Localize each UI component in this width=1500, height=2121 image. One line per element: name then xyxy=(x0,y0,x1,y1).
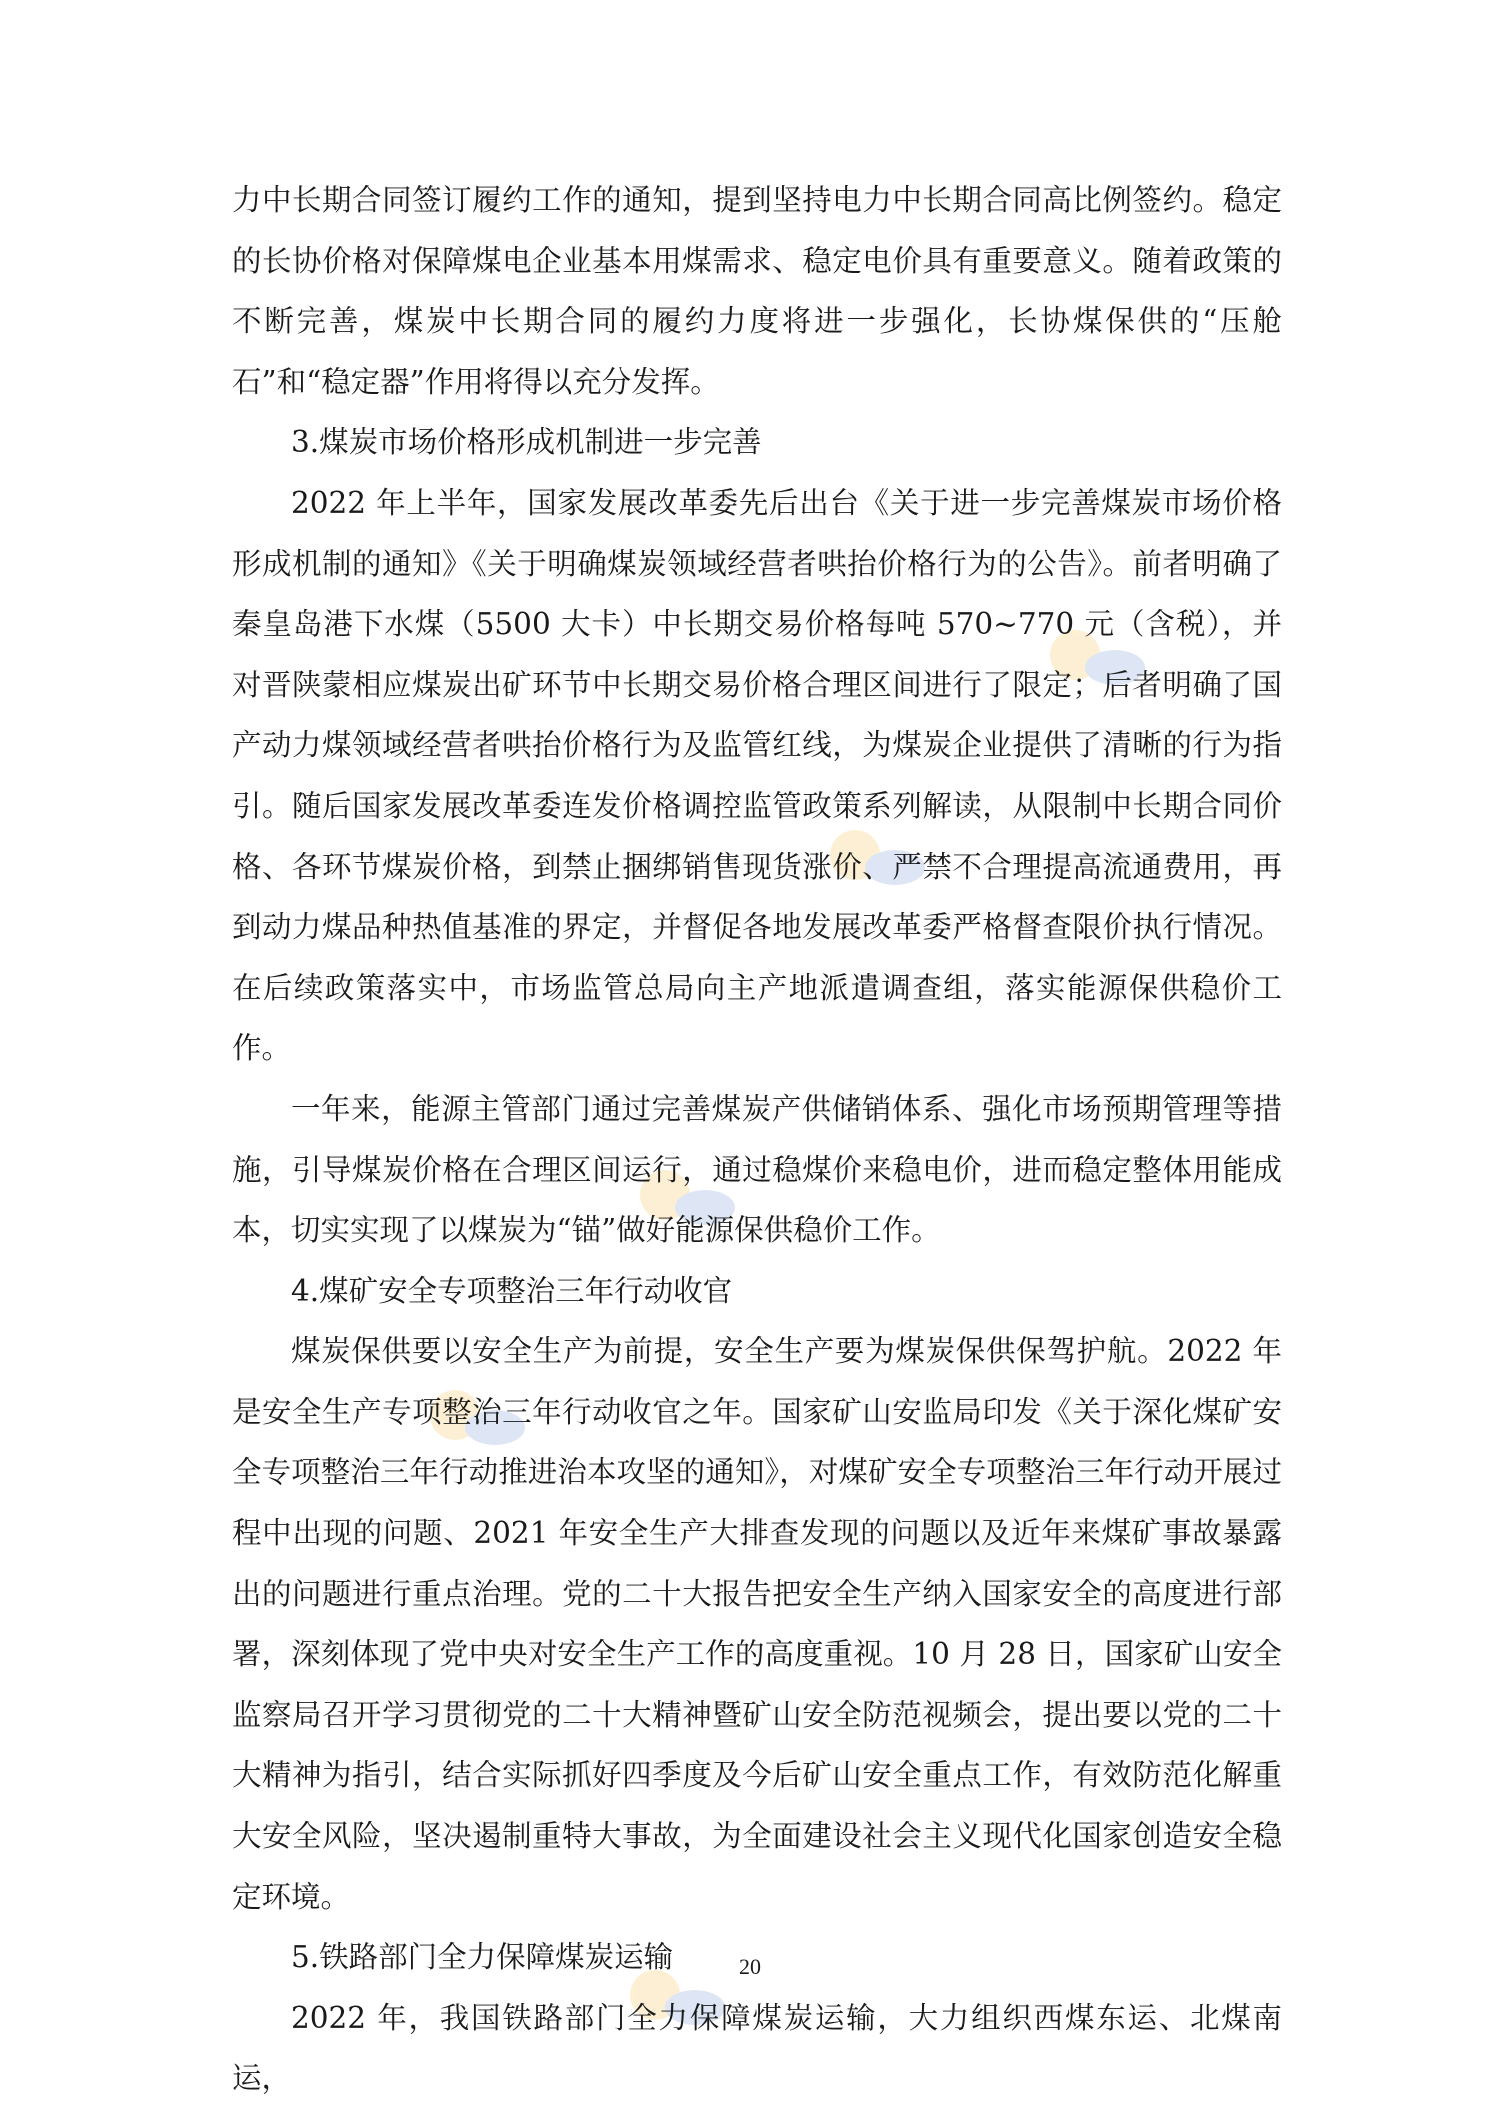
section-heading-4: 4.煤矿安全专项整治三年行动收官 xyxy=(291,1273,733,1308)
page-number: 20 xyxy=(739,1954,761,1979)
paragraph: 2022 年上半年，国家发展改革委先后出台《关于进一步完善煤炭市场价格形成机制的通知》《关于明确煤炭领域经营者哄抬价格行为的公告》。前者明确了秦皇岛港下水煤（5500 大卡）中长期交易价格每吨 570~770 元（含税），并对晋陕蒙相应煤炭出矿环节中长期交易价格合理区间进行了限定；后者明确了国产动力煤领域经营者哄抬价格行为及监管红线，为煤炭企业提供了清晰的行为指引。随后国家发展改革委连发价格调控监管政策系列解读，从限制中长期合同价格、各环节煤炭价格，到禁止捆绑销售现货涨价、严禁不合理提高流通费用，再到动力煤品种热值基准的界定，并督促各地发展改革委严格督查限价执行情况。在后续政策落实中，市场监管总局向主产地派遣调查组，落实能源保供稳价工作。 xyxy=(232,485,1282,1066)
paragraph: 2022 年，我国铁路部门全力保障煤炭运输，大力组织西煤东运、北煤南运， xyxy=(232,2000,1282,2096)
section-heading-3: 3.煤炭市场价格形成机制进一步完善 xyxy=(291,425,762,460)
paragraph: 一年来，能源主管部门通过完善煤炭产供储销体系、强化市场预期管理等措施，引导煤炭价格在合理区间运行，通过稳煤价来稳电价，进而稳定整体用能成本，切实实现了以煤炭为“锚”做好能源保供稳价工作。 xyxy=(232,1091,1282,1248)
paragraph: 煤炭保供要以安全生产为前提，安全生产要为煤炭保供保驾护航。2022 年是安全生产专项整治三年行动收官之年。国家矿山安监局印发《关于深化煤矿安全专项整治三年行动推进治本攻坚的通知》，对煤矿安全专项整治三年行动开展过程中出现的问题、2021 年安全生产大排查发现的问题以及近年来煤矿事故暴露出的问题进行重点治理。党的二十大报告把安全生产纳入国家安全的高度进行部署，深刻体现了党中央对安全生产工作的高度重视。10 月 28 日，国家矿山安全监察局召开学习贯彻党的二十大精神暨矿山安全防范视频会，提出要以党的二十大精神为指引，结合实际抓好四季度及今后矿山安全重点工作，有效防范化解重大安全风险，坚决遏制重特大事故，为全面建设社会主义现代化国家创造安全稳定环境。 xyxy=(232,1334,1282,1914)
section-heading-5: 5.铁路部门全力保障煤炭运输 xyxy=(291,1940,674,1975)
document-body xyxy=(232,170,1282,2109)
paragraph-continued: 力中长期合同签订履约工作的通知，提到坚持电力中长期合同高比例签约。稳定的长协价格对保障煤电企业基本用煤需求、稳定电价具有重要意义。随着政策的不断完善，煤炭中长期合同的履约力度将进一步强化，长协煤保供的“压舱石”和“稳定器”作用将得以充分发挥。 xyxy=(232,183,1282,399)
